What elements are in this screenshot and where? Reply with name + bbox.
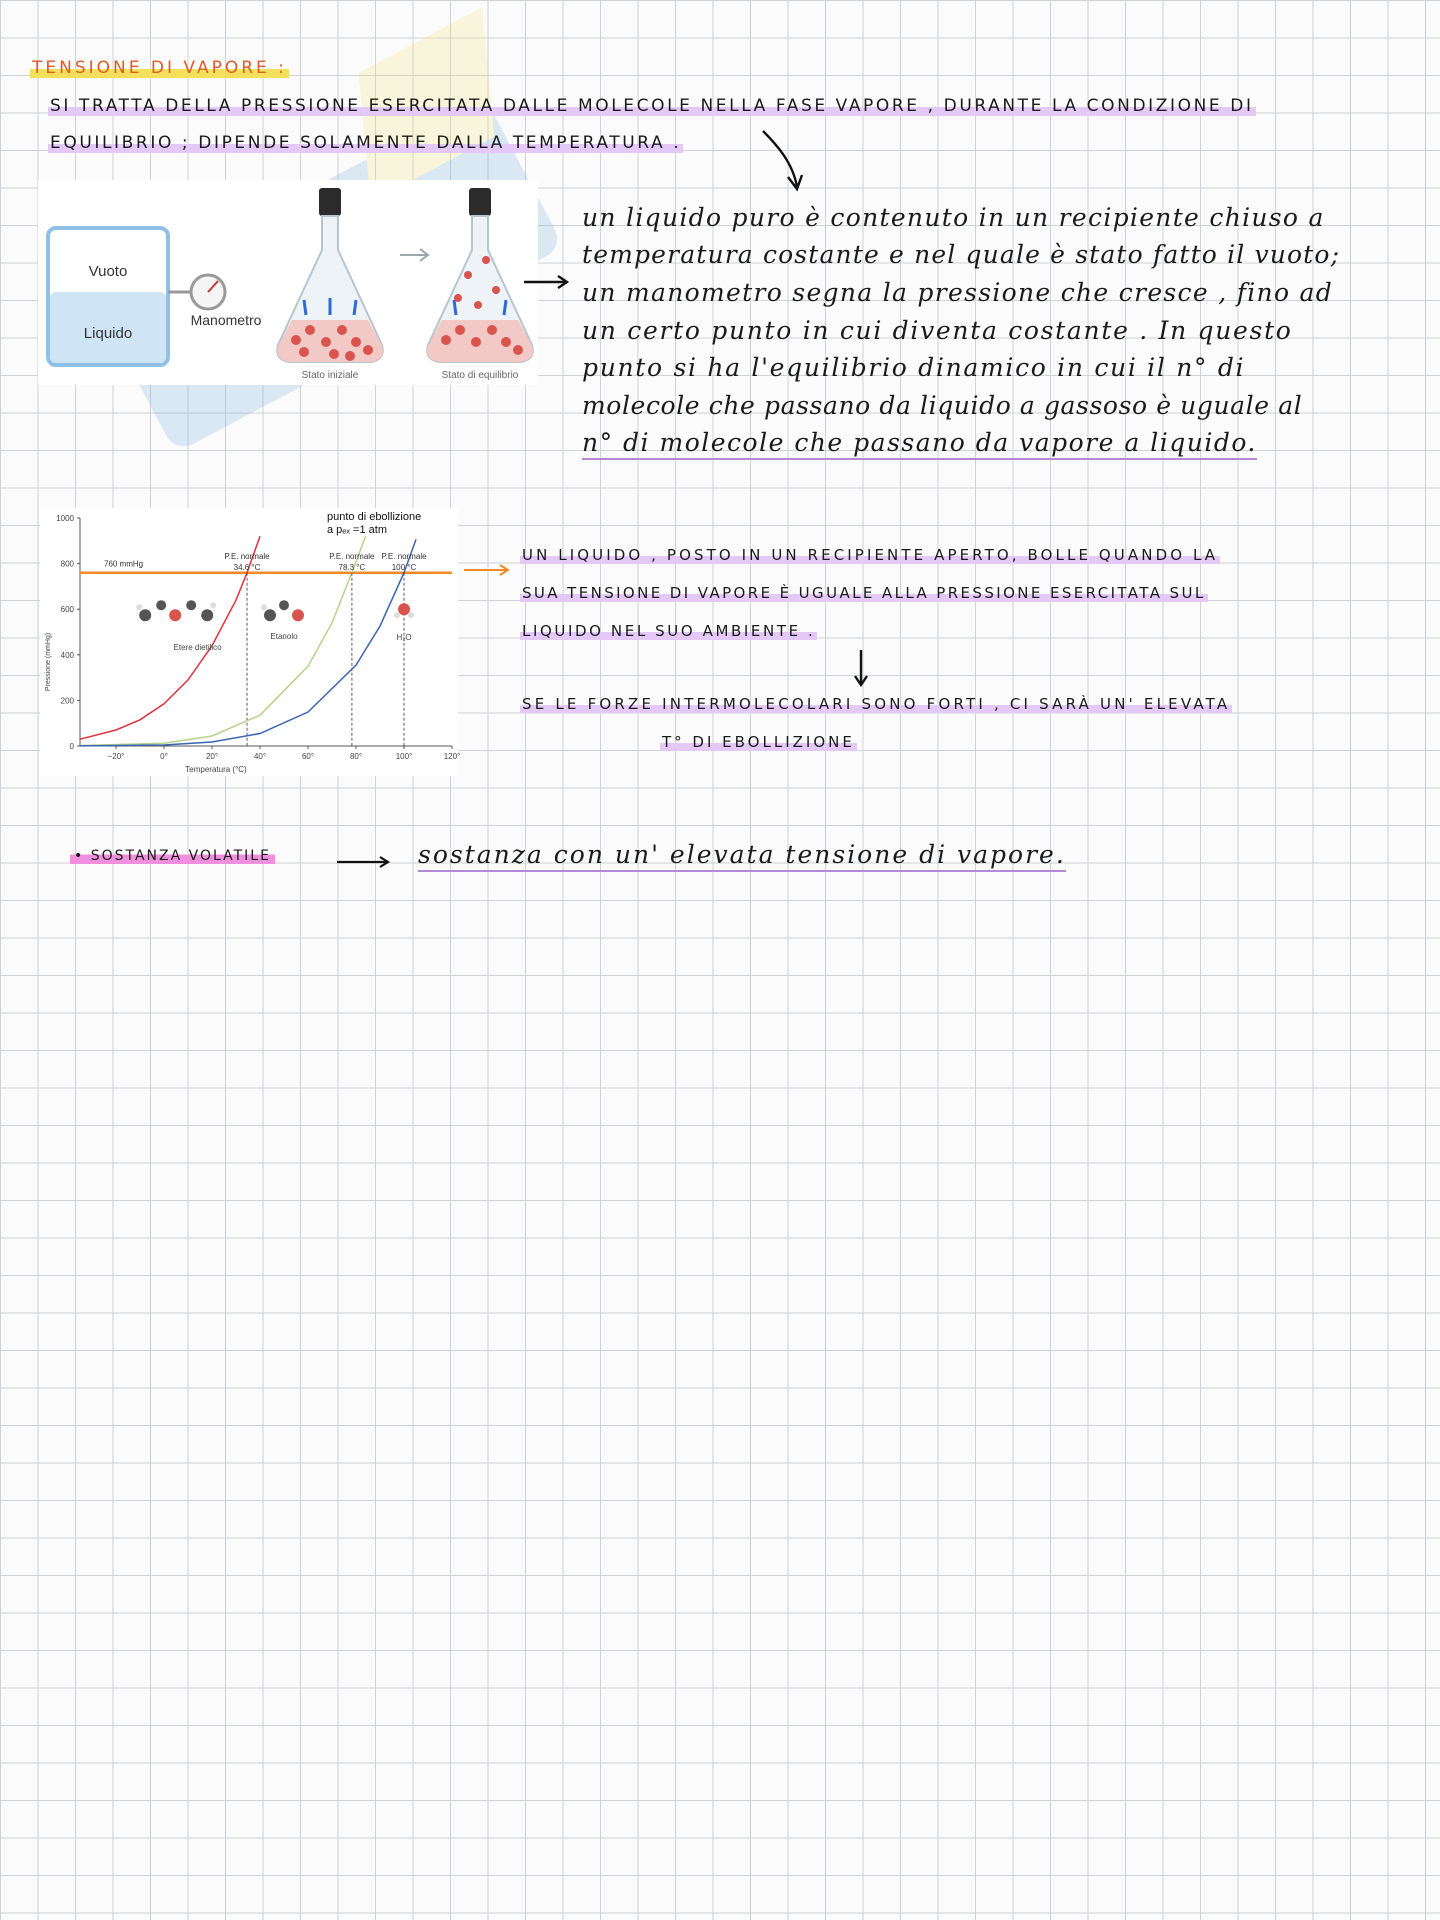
explanation-line: un liquido puro è contenuto in un recipiente chiuso a: [582, 203, 1325, 232]
series-name-label: H₂O: [396, 632, 412, 642]
page-title: TENSIONE DI VAPORE :: [32, 58, 287, 78]
y-tick-label: 1000: [56, 514, 74, 523]
y-tick-label: 400: [60, 650, 74, 660]
boiling-point-value: 34.6 °C: [233, 563, 261, 572]
curved-arrow-icon: [755, 125, 815, 195]
x-tick-label: 20°: [205, 752, 219, 761]
boiling-point-label: P.E. normale: [381, 552, 427, 561]
x-tick-label: 60°: [301, 752, 315, 761]
vapor-pressure-figure: [38, 180, 538, 385]
explanation-line: un manometro segna la pressione che cresce , fino ad: [582, 278, 1334, 307]
explanation-line: temperatura costante e nel quale è stato fatto il vuoto;: [582, 240, 1341, 269]
liquid-label: Liquido: [83, 325, 133, 342]
consequence-line-1: SE LE FORZE INTERMOLECOLARI SONO FORTI , CI SARÀ UN' ELEVATA: [522, 695, 1231, 713]
x-tick-label: 40°: [253, 752, 267, 761]
explanation-line: un certo punto in cui diventa costante . In questo: [582, 316, 1293, 345]
equilibrium-state-caption: Stato di equilibrio: [441, 370, 519, 381]
empty-label: Vuoto: [88, 263, 128, 280]
y-tick-label: 800: [60, 559, 74, 569]
right-arrow-icon: [335, 852, 395, 872]
down-arrow-icon: [850, 648, 872, 688]
volatile-definition: sostanza con un' elevata tensione di vapore.: [418, 842, 1066, 867]
x-tick-label: 0°: [160, 752, 168, 761]
boiling-point-label: P.E. normale: [224, 552, 270, 561]
boiling-line-2: SUA TENSIONE DI VAPORE È UGUALE ALLA PRESSIONE ESERCITATA SUL: [522, 584, 1206, 602]
explanation-line: n° di molecole che passano da vapore a liquido.: [582, 430, 1257, 455]
gauge-label: Manometro: [190, 312, 262, 328]
explanation-line: molecole che passano da liquido a gassoso è uguale al: [582, 391, 1303, 420]
y-axis-label: Pressione (mmHg): [45, 632, 52, 692]
water-molecule-icon: [394, 603, 414, 618]
explanation-line: punto si ha l'equilibrio dinamico in cui il n° di: [582, 353, 1246, 382]
boiling-point-label: P.E. normale: [329, 552, 375, 561]
series-name-label: Etanolo: [270, 631, 298, 641]
y-tick-label: 200: [60, 696, 74, 706]
boiling-point-value: 78.3 °C: [338, 563, 366, 572]
ethanol-molecule-icon: [261, 600, 304, 621]
x-tick-label: 120°: [443, 752, 461, 761]
x-tick-label: 80°: [349, 752, 363, 761]
boiling-point-value: 100 °C: [391, 563, 417, 572]
x-tick-label: −20°: [107, 752, 125, 761]
volatile-term: • SOSTANZA VOLATILE: [70, 849, 275, 863]
y-tick-label: 600: [60, 605, 74, 615]
consequence-line-2: T° DI EBOLLIZIONE: [662, 733, 855, 751]
series-name-label: Etere dietilico: [173, 643, 222, 653]
chart-title: punto di ebollizione: [327, 511, 422, 523]
boiling-line-3: LIQUIDO NEL SUO AMBIENTE .: [522, 622, 816, 640]
x-axis-label: Temperatura (°C): [185, 765, 247, 774]
intro-line-1: SI TRATTA DELLA PRESSIONE ESERCITATA DALLE MOLECOLE NELLA FASE VAPORE , DURANTE LA CONDIZIONE DI: [50, 96, 1254, 116]
chart-subtitle: a pₑₓ =1 atm: [327, 524, 387, 536]
ether-molecule-icon: [136, 600, 216, 621]
right-arrow-icon: [522, 272, 572, 292]
x-tick-label: 100°: [395, 752, 413, 761]
reference-line-label: 760 mmHg: [104, 559, 144, 569]
intro-line-2: EQUILIBRIO ; DIPENDE SOLAMENTE DALLA TEMPERATURA .: [50, 133, 682, 153]
y-tick-label: 0: [69, 742, 74, 751]
initial-state-caption: Stato iniziale: [301, 370, 359, 381]
boiling-line-1: UN LIQUIDO , POSTO IN UN RECIPIENTE APERTO, BOLLE QUANDO LA: [522, 546, 1219, 564]
orange-arrow-icon: [462, 562, 512, 578]
vapor-pressure-chart: [40, 508, 461, 776]
